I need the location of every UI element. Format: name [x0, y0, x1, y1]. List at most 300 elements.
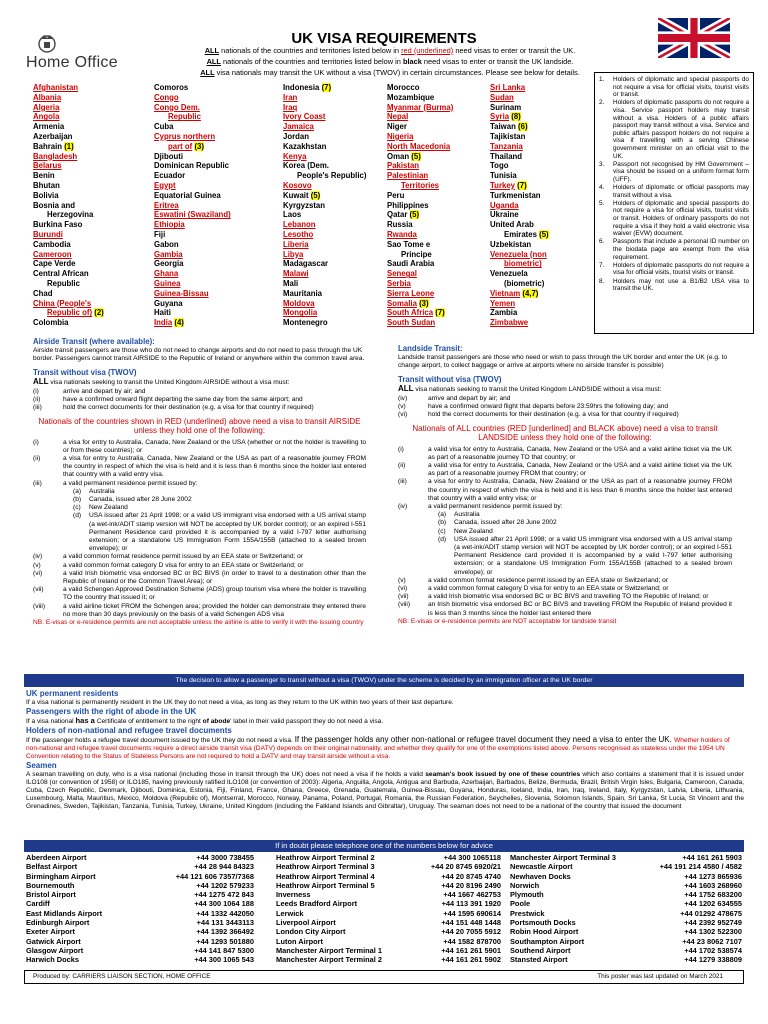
country-item — [33, 289, 104, 299]
country-name: Sao Tome e — [387, 239, 431, 249]
phone-number: +44 20 7055 5912 — [441, 927, 501, 937]
home-office-logo-text: Home Office — [26, 54, 118, 71]
country-item — [154, 240, 231, 250]
list-item: (d) USA issued after 21 April 1998; or a valid US immigrant visa endorsed with a US arrival stamp (a wet-ink/ADIT stamp version will NOT be accepted by UK border control); or an expired I-551 Permanent Residence card provided it is accompanied by a valid I-797 letter authorising extension; or a standalone US Immigration Form 155A/155B (attached to a sealed brown envelope); or — [438, 535, 732, 576]
phone-location: Heathrow Airport Terminal 3 — [276, 862, 375, 872]
country-item — [283, 122, 366, 132]
refugee-heading: Holders of non-national and refugee travel documents — [26, 726, 232, 735]
country-item — [33, 142, 104, 152]
footer-producer: Produced by: CARRIERS LIAISON SECTION, HOME OFFICE — [33, 973, 211, 980]
phone-entry — [510, 890, 742, 899]
country-name: Moldova — [283, 298, 315, 308]
country-item — [154, 93, 231, 103]
country-item — [490, 279, 549, 289]
country-name: Mongolia — [283, 308, 318, 318]
country-item — [154, 220, 231, 230]
country-item — [33, 220, 104, 230]
country-name: Surinam — [490, 102, 522, 112]
list-item: (b) Canada, issued after 28 June 2002 — [73, 495, 192, 503]
country-name: Libya — [283, 249, 304, 259]
country-note-ref: (5) — [539, 229, 549, 239]
list-item: (iii) hold the correct documents for their destination (e.g. a visa for that country if required) — [33, 403, 314, 411]
landside-conditions — [398, 395, 732, 420]
country-item — [33, 83, 104, 93]
country-item — [154, 122, 231, 132]
footnote-item: 4. Holders of diplomatic or official passports may transit without a visa. — [599, 184, 749, 199]
country-item — [283, 161, 366, 171]
country-name: Zambia — [490, 308, 518, 318]
phone-location: Manchester Airport Terminal 3 — [510, 853, 616, 862]
phone-entry — [510, 955, 742, 964]
country-name: Philippines — [387, 200, 429, 210]
country-name: Bahrain — [33, 141, 63, 151]
country-item — [33, 161, 104, 171]
country-name: Morocco — [387, 83, 420, 92]
country-item — [154, 171, 231, 181]
country-item — [490, 191, 549, 201]
country-item — [154, 299, 231, 309]
phone-entry — [510, 862, 742, 871]
country-item — [283, 220, 366, 230]
country-item — [283, 250, 366, 260]
airside-twov-intro: ALL visa nationals seeking to transit the United Kingdom AIRSIDE without a visa must: — [33, 377, 290, 387]
phone-location: Bournemouth — [26, 880, 75, 890]
country-item — [283, 230, 366, 240]
country-name: Russia — [387, 220, 413, 230]
phone-entry — [510, 909, 742, 918]
country-name: Indonesia — [283, 83, 320, 92]
country-item — [283, 269, 366, 279]
country-name: Dominican Republic — [154, 161, 229, 171]
phone-number: +44 300 1065 543 — [194, 955, 254, 965]
country-item — [283, 210, 366, 220]
country-item — [154, 181, 231, 191]
landside-text: Landside transit passengers are those who need or wish to pass through the UK border and enter the UK (e.g. to change airport, to collect baggage or arrive at airports where no airside transfer is possible) — [398, 353, 728, 370]
country-item — [33, 171, 104, 181]
country-name: Sierra Leone — [387, 288, 435, 298]
union-jack-flag-icon — [658, 18, 730, 58]
phone-location: Belfast Airport — [26, 862, 78, 872]
country-item — [154, 103, 231, 113]
phone-number: +44 20 8745 4740 — [441, 871, 501, 881]
country-name: Chad — [33, 288, 53, 298]
country-column-4 — [387, 83, 453, 328]
country-note-ref: (8) — [511, 112, 521, 122]
phone-number: +44 161 261 5903 — [682, 853, 742, 862]
country-name: Oman — [387, 151, 410, 161]
country-item — [283, 240, 366, 250]
country-name: China (People's — [33, 298, 92, 308]
phone-entry — [510, 872, 742, 881]
country-item — [387, 250, 453, 260]
decision-banner: The decision to allow a passenger to transit without a visa (TWOV) under the scheme is decided by an immigration officer at the UK border — [24, 674, 744, 687]
phone-number: +44 121 606 7357/7368 — [175, 871, 254, 881]
country-note-ref: (3) — [419, 298, 429, 308]
phone-location: Heathrow Airport Terminal 4 — [276, 871, 375, 881]
country-item — [33, 103, 104, 113]
list-item: (iv) a valid common format residence permit issued by an EEA state or Switzerland; or — [33, 553, 304, 561]
list-item: (ii) have a confirmed onward flight departing the same day from the same airport; and — [33, 395, 303, 403]
country-item — [33, 122, 104, 132]
seamen-heading: Seamen — [26, 761, 57, 770]
country-name: North Macedonia — [387, 141, 451, 151]
country-name: Laos — [283, 210, 302, 220]
refugee-text: If the passenger holds a refugee travel document issued by the UK they do not need a visa. If the passenger holds any other non-national or refugee travel document they need a visa to enter the UK. Whether holders of non-national and refugee travel documents require a direct airside transit visa (DATV) depends on their original nationality, and whether they qualify for one of the exemptions listed above. Persons recognised as stateless under the 1954 UN Convention relating to the Status of Stateless Persons are not required to hold a DATV and may transit airside without a visa. — [26, 735, 730, 760]
country-name: Lesotho — [283, 229, 314, 239]
country-name: Sri Lanka — [490, 83, 526, 92]
phone-number: +44 1275 472 843 — [194, 890, 254, 900]
phone-location: Southampton Airport — [510, 936, 585, 946]
footnote-item: 8. Holders may not use a B1/B2 USA visa to transit the UK. — [599, 277, 749, 293]
phone-location: Gatwick Airport — [26, 936, 81, 946]
country-note-ref: (4) — [174, 318, 184, 328]
list-item: (c) New Zealand — [73, 504, 128, 512]
country-item — [154, 132, 231, 142]
country-name: Congo Dem. — [154, 102, 200, 112]
country-name: Togo — [490, 161, 509, 171]
country-name: Ukraine — [490, 210, 519, 220]
country-name: Bangladesh — [33, 151, 78, 161]
country-item — [33, 112, 104, 122]
country-name: Georgia — [154, 259, 184, 269]
phone-entry — [26, 918, 254, 927]
phone-location: Manchester Airport Terminal 2 — [276, 955, 382, 965]
list-item: (v) have a confirmed onward flight that departs before 23:59hrs the following day; and — [398, 402, 669, 410]
phone-location: Newcastle Airport — [510, 862, 573, 872]
intro-line-2: ALL nationals of the countries and territories listed below in black need visas to enter or transit the UK landside. — [206, 57, 574, 66]
country-item — [283, 132, 366, 142]
country-name: Venezuela (non — [490, 249, 547, 259]
country-item — [283, 83, 366, 93]
country-item — [490, 112, 549, 122]
country-name: Guyana — [154, 298, 183, 308]
phone-number: +44 1202 634555 — [684, 899, 742, 909]
phone-entry — [276, 955, 501, 964]
country-name: Qatar — [387, 210, 408, 220]
phone-location: Inverness — [276, 890, 311, 900]
airside-red-heading: Nationals of the countries shown in RED (underlined) above need a visa to transit AIRSIDE unless they hold one of the following: — [38, 417, 361, 436]
phone-number: +44 1582 878700 — [443, 936, 501, 946]
country-item — [283, 181, 366, 191]
country-name: Cape Verde — [33, 259, 76, 269]
country-name: Belarus — [33, 161, 62, 171]
list-item: (d) USA issued after 21 April 1998; or a valid US immigrant visa endorsed with a US arrival stamp (a wet-ink/ADIT stamp version will NOT be accepted by UK border control); or an expired I-551 Permanent Residence card provided it is accompanied by a valid I-797 letter authorising extension; or a standalone US Immigration Form 155A/155B (attached to a sealed brown envelope); or — [73, 512, 366, 553]
country-item — [283, 259, 366, 269]
country-name: Nepal — [387, 112, 409, 122]
country-item — [490, 230, 549, 240]
country-name: Azerbaijan — [33, 131, 73, 141]
phone-location: Edinburgh Airport — [26, 918, 90, 928]
country-name: Somalia — [387, 298, 417, 308]
country-item — [154, 230, 231, 240]
list-item: (a) Australia — [73, 487, 115, 495]
country-item — [490, 289, 549, 299]
country-item — [33, 279, 104, 289]
footnote-item: 7. Holders of diplomatic passports do not require a visa for official visits, tourist visits or transit. — [599, 261, 749, 277]
country-note-ref: (5) — [310, 190, 321, 200]
phone-entry — [276, 862, 501, 871]
country-name: Cuba — [154, 122, 174, 132]
footnote-item: 5. Holders of diplomatic and special passports do not require a visa for official visits, tourist visits or transit. Holders of ordinary passports do not require a visa if they hold a valid electronic visa waiver (EVW) document. — [599, 199, 749, 238]
country-item — [490, 171, 549, 181]
phone-number: +44 131 3443113 — [196, 918, 254, 928]
airside-text: Airside transit passengers are those who do not need to change airports and do not need to pass through the UK border. Passengers cannot transit AIRSIDE to the Republic of Ireland or anywhere within the common travel area. — [33, 346, 365, 363]
phone-location: Southend Airport — [510, 945, 571, 955]
country-name: Haiti — [154, 308, 171, 318]
country-item — [283, 112, 366, 122]
country-name: Principe — [401, 249, 432, 259]
country-name: Kyrgyzstan — [283, 200, 326, 210]
page-title: UK VISA REQUIREMENTS — [291, 30, 477, 47]
list-item: (a) Australia — [438, 511, 480, 519]
country-name: Uzbekistan — [490, 239, 532, 249]
country-item — [387, 259, 453, 269]
country-item — [33, 210, 104, 220]
phone-entry — [276, 937, 501, 946]
country-item — [283, 103, 366, 113]
country-item — [33, 259, 104, 269]
country-name: Ghana — [154, 269, 179, 279]
country-name: Tunisia — [490, 171, 517, 181]
country-item — [387, 201, 453, 211]
country-item — [490, 93, 549, 103]
country-name: Vietnam — [490, 288, 521, 298]
footnote-item: 1. Holders of diplomatic and special passports do not require a visa for official visits, tourist visits or transit. — [599, 76, 749, 99]
country-item — [33, 191, 104, 201]
country-item — [490, 161, 549, 171]
country-item — [490, 259, 549, 269]
list-item: (vi) a valid common format category D visa for entry to an EEA state or Switzerland; or — [398, 584, 669, 592]
phone-entry — [276, 946, 501, 955]
country-name: Cyprus northern — [154, 131, 216, 141]
phone-location: Harwich Docks — [26, 955, 79, 965]
list-item: (ii) a valid visa for entry to Australia, Canada, New Zealand or the USA and a valid airline ticket via the UK as part of a reasonable journey FROM that country; or — [398, 461, 732, 478]
country-item — [387, 289, 453, 299]
phone-column-2 — [276, 853, 501, 965]
phone-entry — [26, 927, 254, 936]
country-item — [490, 269, 549, 279]
country-item — [283, 171, 366, 181]
country-item — [387, 299, 453, 309]
country-name: Djibouti — [154, 151, 184, 161]
phone-number: +44 2392 952749 — [684, 918, 742, 928]
additional-rules — [26, 689, 744, 811]
country-item — [33, 132, 104, 142]
country-item — [387, 220, 453, 230]
country-name: United Arab — [490, 220, 534, 230]
country-item — [154, 279, 231, 289]
phone-location: Portsmouth Docks — [510, 918, 576, 928]
country-item — [33, 250, 104, 260]
country-name: Senegal — [387, 269, 417, 279]
country-note-ref: (5) — [411, 151, 421, 161]
seamen-text: A seaman travelling on duty, who is a visa national (including those in transit through the UK) does not need a visa if he holds a valid seaman's book issued by one of these countries which also contains a statement that it is issued under ILO108 (or convention of 1958) or ILO185, having previously ratified ILO108 (or convention of 2003): Algeria, Anguilla, Angola, Antigua and Barbuda, Azerbaijan, Barbados, Belize, Bermuda, Brazil, British Virgin Isles, Bulgaria, Cameroon, Canada, Cuba, Czech Republic, Denmark, Djibouti, Dominica, Estonia, Fiji, Finland, France, Ghana, Greece, Grenada, Guatemala, Guinea-Bissau, Guyana, Honduras, Iceland, India, Iran, Iraq, Ireland, Italy, Kyrgyzstan, Latvia, Liberia, Lithuania, Luxembourg, Malta, Mauritius, Mexico, Moldova (Republic of), Montserrat, Morocco, Norway, Panama, Poland, Portugal, Romania, the Russian Federation, Seychelles, Slovenia, Solomon Islands, Spain, Sri Lanka, St Lucia, St Vincent and the Grenadines, Sweden, Tajikistan, Tanzania, Tunisia, Turkey, Ukraine, United Kingdom (including the Falkland Islands and Gibraltar), Uruguay. The seaman does not need to be a national of the country that issued the document — [26, 771, 744, 810]
country-name: Gambia — [154, 249, 183, 259]
country-item — [387, 83, 453, 93]
country-name: Kuwait — [283, 190, 309, 200]
country-item — [283, 318, 366, 328]
phone-location: Birmingham Airport — [26, 871, 96, 881]
country-name: Republic — [168, 112, 201, 122]
phone-number: +44 20 8745 6920/21 — [430, 862, 501, 872]
country-name: Sudan — [490, 92, 514, 102]
phone-location: Exeter Airport — [26, 927, 76, 937]
phone-number: +44 161 261 5901 — [441, 945, 501, 955]
country-name: Malawi — [283, 269, 309, 279]
intro-line-3: ALL visa nationals may transit the UK without a visa (TWOV) in certain circumstances. Please see below for details. — [200, 68, 580, 77]
country-item — [387, 142, 453, 152]
country-item — [283, 299, 366, 309]
country-name: Armenia — [33, 122, 65, 132]
country-item — [387, 122, 453, 132]
list-item: (viii) a valid airline ticket FROM the Schengen area; provided the holder can demonstrate they entered there no more than 30 days previously on the basis of a valid Schengen ADS visa — [33, 602, 366, 618]
country-item — [387, 93, 453, 103]
phone-column-1 — [26, 853, 254, 965]
country-item — [154, 112, 231, 122]
phone-number: +44 1603 268960 — [684, 880, 742, 890]
phone-location: Poole — [510, 899, 531, 909]
country-name: Territories — [401, 180, 439, 190]
phone-location: East Midlands Airport — [26, 908, 103, 918]
country-item — [387, 152, 453, 162]
phone-entry — [276, 881, 501, 890]
phone-number: +44 1202 579233 — [196, 880, 254, 890]
phone-number: +44 1595 690614 — [443, 908, 501, 918]
landside-nb: NB: E-visas or e-residence permits are NOT acceptable for landside transit — [398, 617, 617, 625]
country-name: Congo — [154, 92, 179, 102]
country-name: People's Republic) — [297, 171, 367, 181]
list-item: (i) arrive and depart by air; and — [33, 387, 146, 395]
phone-entry — [276, 872, 501, 881]
country-name: Eritrea — [154, 200, 179, 210]
country-note-ref: (6) — [518, 122, 528, 132]
phone-number: +44 161 261 5902 — [441, 955, 501, 965]
country-item — [387, 279, 453, 289]
country-name: Bolivia — [33, 190, 59, 200]
phone-location: Liverpool Airport — [276, 918, 336, 928]
country-name: Taiwan — [490, 122, 516, 132]
country-item — [387, 171, 453, 181]
country-name: Iraq — [283, 102, 298, 112]
landside-exemptions — [398, 446, 732, 618]
country-name: Serbia — [387, 278, 411, 288]
landside-section — [398, 345, 732, 626]
list-item: (iii) a visa for entry to Australia, Canada, New Zealand or the USA as part of a reasonable journey FROM the country in respect of which the visa is held and it is less than 6 months since the holder last entered that country with a valid entry visa; or — [398, 478, 732, 502]
phone-entry — [26, 955, 254, 964]
country-name: Thailand — [490, 151, 523, 161]
airside-nb: NB: E-visas or e-residence permits are not acceptable unless the airline is able to verify it with the issuing country — [33, 618, 364, 626]
country-name: Egypt — [154, 180, 176, 190]
country-item — [283, 152, 366, 162]
landside-twov-heading: Transit without visa (TWOV) — [398, 375, 502, 385]
country-name: Equatorial Guinea — [154, 190, 221, 200]
list-item: (iv) a valid permanent residence permit issued by: — [398, 502, 563, 510]
country-item — [33, 93, 104, 103]
airside-heading: Airside Transit (where available): — [33, 337, 155, 346]
country-item — [490, 299, 549, 309]
phone-number: +44 1293 501880 — [196, 936, 254, 946]
country-item — [33, 308, 104, 318]
country-name: Syria — [490, 112, 510, 122]
phone-number: +44 28 944 84323 — [194, 862, 254, 872]
phone-entry — [26, 909, 254, 918]
country-name: Republic of) — [47, 308, 93, 318]
country-name: Mali — [283, 278, 299, 288]
intro-text — [170, 45, 610, 78]
country-name: Nigeria — [387, 131, 414, 141]
country-name: Liberia — [283, 239, 309, 249]
country-item — [387, 103, 453, 113]
phone-location: Lerwick — [276, 908, 304, 918]
phone-number: +44 300 1065118 — [443, 853, 501, 862]
country-item — [387, 269, 453, 279]
right-of-abode-text: If a visa national has a Certificate of entitlement to the right of abode' label in their valid passport they do not need a visa. — [26, 716, 384, 725]
list-item: (iii) a valid permanent residence permit issued by: — [33, 479, 198, 487]
country-name: Jordan — [283, 131, 309, 141]
country-name: Ethiopia — [154, 220, 185, 230]
phone-number: +44 1752 683200 — [684, 890, 742, 900]
country-column-1 — [33, 83, 104, 328]
country-name: Bhutan — [33, 180, 60, 190]
phone-entry — [510, 937, 742, 946]
country-name: Mozambique — [387, 92, 435, 102]
phone-entry — [510, 927, 742, 936]
phone-entry — [276, 909, 501, 918]
country-item — [387, 161, 453, 171]
country-name: Bosnia and — [33, 200, 76, 210]
airside-conditions — [33, 388, 366, 413]
country-item — [387, 210, 453, 220]
phone-location: Leeds Bradford Airport — [276, 899, 358, 909]
phone-entry — [276, 853, 501, 862]
phone-location: Glasgow Airport — [26, 945, 84, 955]
country-note-ref: (1) — [64, 141, 74, 151]
footnote-item: 6. Passports that include a personal ID number on the biodata page are exempt from the visa requirement. — [599, 238, 749, 261]
phone-number: +44 20 8196 2490 — [441, 880, 501, 890]
country-item — [387, 308, 453, 318]
country-name: Kazakhstan — [283, 141, 327, 151]
country-name: Fiji — [154, 229, 166, 239]
phone-number: +44 1279 338809 — [684, 955, 742, 965]
footnotes-box — [594, 72, 754, 334]
country-item — [490, 308, 549, 318]
phone-location: Newhaven Docks — [510, 871, 571, 881]
phone-column-3 — [510, 853, 742, 965]
phone-entry — [510, 946, 742, 955]
country-item — [33, 299, 104, 309]
phone-location: Stansted Airport — [510, 955, 568, 965]
list-item: (i) a valid visa for entry to Australia, Canada, New Zealand or the USA and a valid airline ticket via the UK as part of a reasonable journey TO that country; or — [398, 445, 732, 461]
country-item — [154, 259, 231, 269]
country-name: Niger — [387, 122, 407, 132]
country-item — [490, 83, 549, 93]
phone-entry — [26, 946, 254, 955]
airside-section — [33, 338, 366, 627]
right-of-abode-heading: Passengers with the right of abode in the UK — [26, 707, 197, 716]
country-item — [490, 103, 549, 113]
country-item — [490, 210, 549, 220]
uk-permanent-heading: UK permanent residents — [26, 689, 119, 698]
phone-number: +44 191 214 4580 / 4582 — [659, 862, 742, 872]
list-item: (v) a valid common format category D visa for entry to an EEA state or Switzerland; or — [33, 561, 304, 569]
phone-entry — [26, 853, 254, 862]
country-item — [387, 132, 453, 142]
country-name: Venezuela — [490, 269, 528, 279]
country-name: South Africa — [387, 308, 434, 318]
country-item — [490, 122, 549, 132]
country-item — [283, 289, 366, 299]
country-name: Rwanda — [387, 229, 417, 239]
